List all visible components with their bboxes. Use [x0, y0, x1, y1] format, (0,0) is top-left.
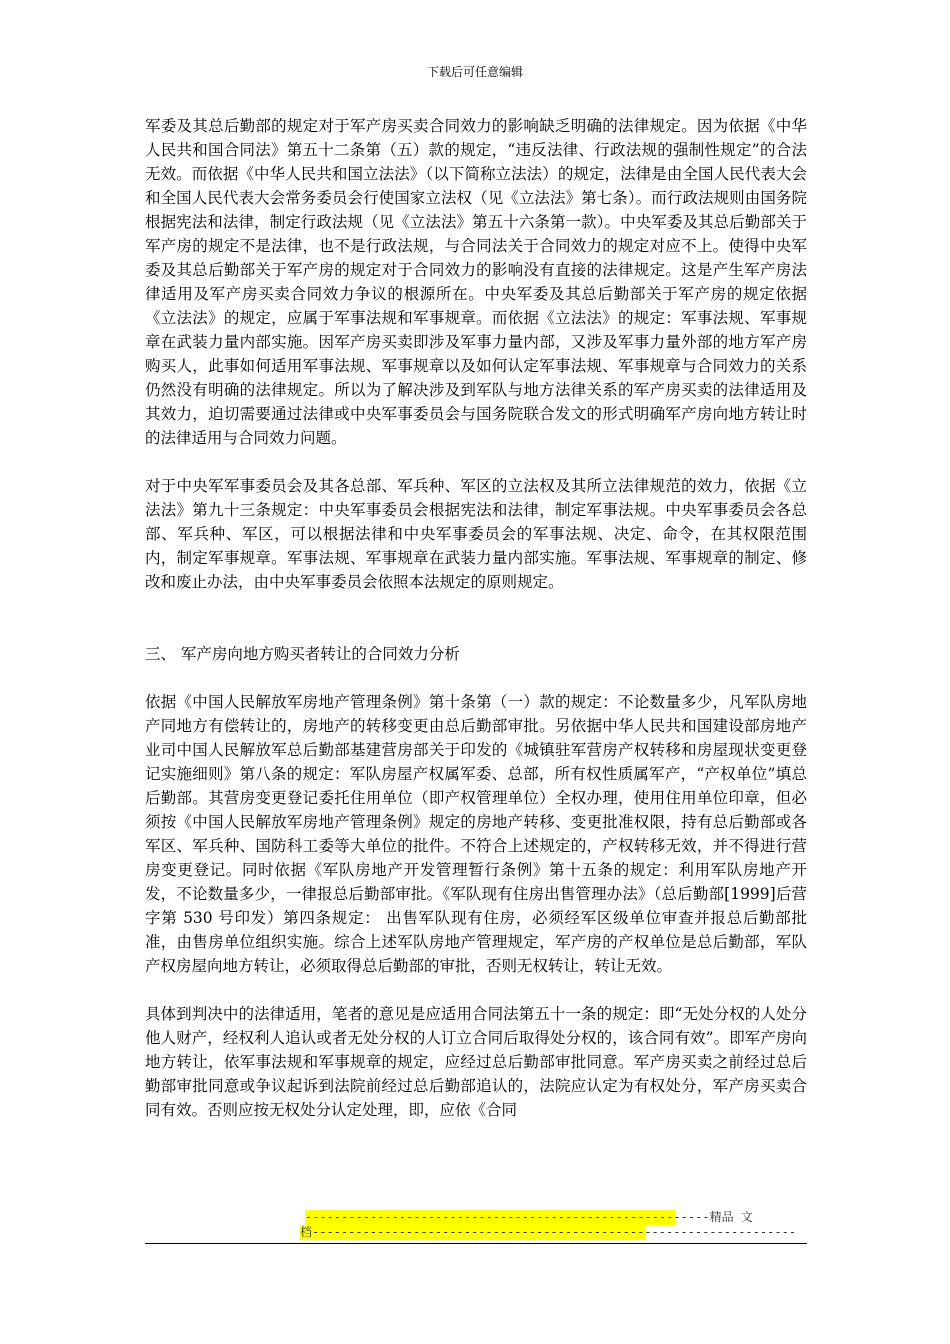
section-heading: 三、 军产房向地方购买者转让的合同效力分析	[145, 645, 460, 663]
paragraph-spacer	[145, 450, 807, 474]
footer-watermark-line: --------------------------------------------------------精品 文	[305, 1210, 753, 1224]
page-header: 下载后可任意编辑	[426, 65, 523, 79]
footer-watermark-line: 档-------------------------------------------------------------------	[300, 1225, 797, 1239]
body-paragraph: 具体到判决中的法律适用，笔者的意见是应适用合同法第五十一条的规定：即“无处分权的人处分他人财产，经权利人追认或者无处分权的人订立合同后取得处分权的，该合同有效”。即军产房向地方转让，依军事法规和军事规章的规定，应经过总后勤部审批同意。军产房买卖之前经过总后勤部审批同意或争议起诉到法院前经过总后勤部追认的，法院应认定为有权处分，军产房买卖合同有效。否则应按无权处分认定处理，即，应依《合同	[145, 1005, 807, 1119]
paragraph-spacer	[145, 666, 807, 690]
footer-watermark	[145, 1210, 807, 1240]
body-paragraph: 依据《中国人民解放军房地产管理条例》第十条第（一）款的规定：不论数量多少，凡军队房地产同地方有偿转让的，房地产的转移变更由总后勤部审批。另依据中华人民共和国建设部房地产业司中国人民解放军总后勤部基建营房部关于印发的《城镇驻军营房产权转移和房屋现状变更登记实施细则》第八条的规定：军队房屋产权属军委、总部，所有权性质属军产，“产权单位”填总后勤部。其营房变更登记委托住用单位（即产权管理单位）全权办理，使用住用单位印章，但必须按《中国人民解放军房地产管理条例》规定的房地产转移、变更批准权限，持有总后勤部或各军区、军兵种、国防科工委等大单位的批件。不符合上述规定的，产权转移无效，并不得进行营房变更登记。同时依据《军队房地产开发管理暂行条例》第十五条的规定：利用军队房地产开发，不论数量多少，一律报总后勤部审批。《军队现有住房出售管理办法》（总后勤部[1999]后营字第 530 号印发）第四条规定： 出售军队现有住房，必须经军区级单位审查并报总后勤部批准，由售房单位组织实施。综合上述军队房地产管理规定，军产房的产权单位是总后勤部，军队产权房屋向地方转让，必须取得总后勤部的审批，否则无权转让，转让无效。	[145, 693, 807, 975]
footer-divider	[145, 1243, 807, 1244]
document-body	[145, 114, 807, 1122]
body-paragraph: 对于中央军军事委员会及其各总部、军兵种、军区的立法权及其所立法律规范的效力，依据《立法法》第九十三条规定：中央军事委员会根据宪法和法律，制定军事法规。中央军事委员会各总部、军兵种、军区，可以根据法律和中央军事委员会的军事法规、决定、命令，在其权限范围内，制定军事规章。军事法规、军事规章在武装力量内部实施。军事法规、军事规章的制定、修改和废止办法，由中央军事委员会依照本法规定的原则规定。	[145, 477, 807, 591]
paragraph-spacer	[145, 978, 807, 1002]
paragraph-spacer	[145, 594, 807, 642]
body-paragraph: 军委及其总后勤部的规定对于军产房买卖合同效力的影响缺乏明确的法律规定。因为依据《中华人民共和国合同法》第五十二条第（五）款的规定，“违反法律、行政法规的强制性规定”的合法无效。而依据《中华人民共和国立法法》（以下简称立法法）的规定，法律是由全国人民代表大会和全国人民代表大会常务委员会行使国家立法权（见《立法法》第七条）。而行政法规则由国务院根据宪法和法律，制定行政法规（见《立法法》第五十六条第一款）。中央军委及其总后勤部关于军产房的规定不是法律，也不是行政法规，与合同法关于合同效力的规定对应不上。使得中央军委及其总后勤部关于军产房的规定对于合同效力的影响没有直接的法律规定。这是产生军产房法律适用及军产房买卖合同效力争议的根源所在。中央军委及其总后勤部关于军产房的规定依据《立法法》的规定，应属于军事法规和军事规章。而依据《立法法》的规定：军事法规、军事规章在武装力量内部实施。因军产房买卖即涉及军事力量内部，又涉及军事力量外部的地方军产房购买人，此事如何适用军事法规、军事规章以及如何认定军事法规、军事规章与合同效力的关系仍然没有明确的法律规定。所以为了解决涉及到军队与地方法律关系的军产房买卖的法律适用及其效力，迫切需要通过法律或中央军事委员会与国务院联合发文的形式明确军产房向地方转让时的法律适用与合同效力问题。	[145, 117, 807, 447]
